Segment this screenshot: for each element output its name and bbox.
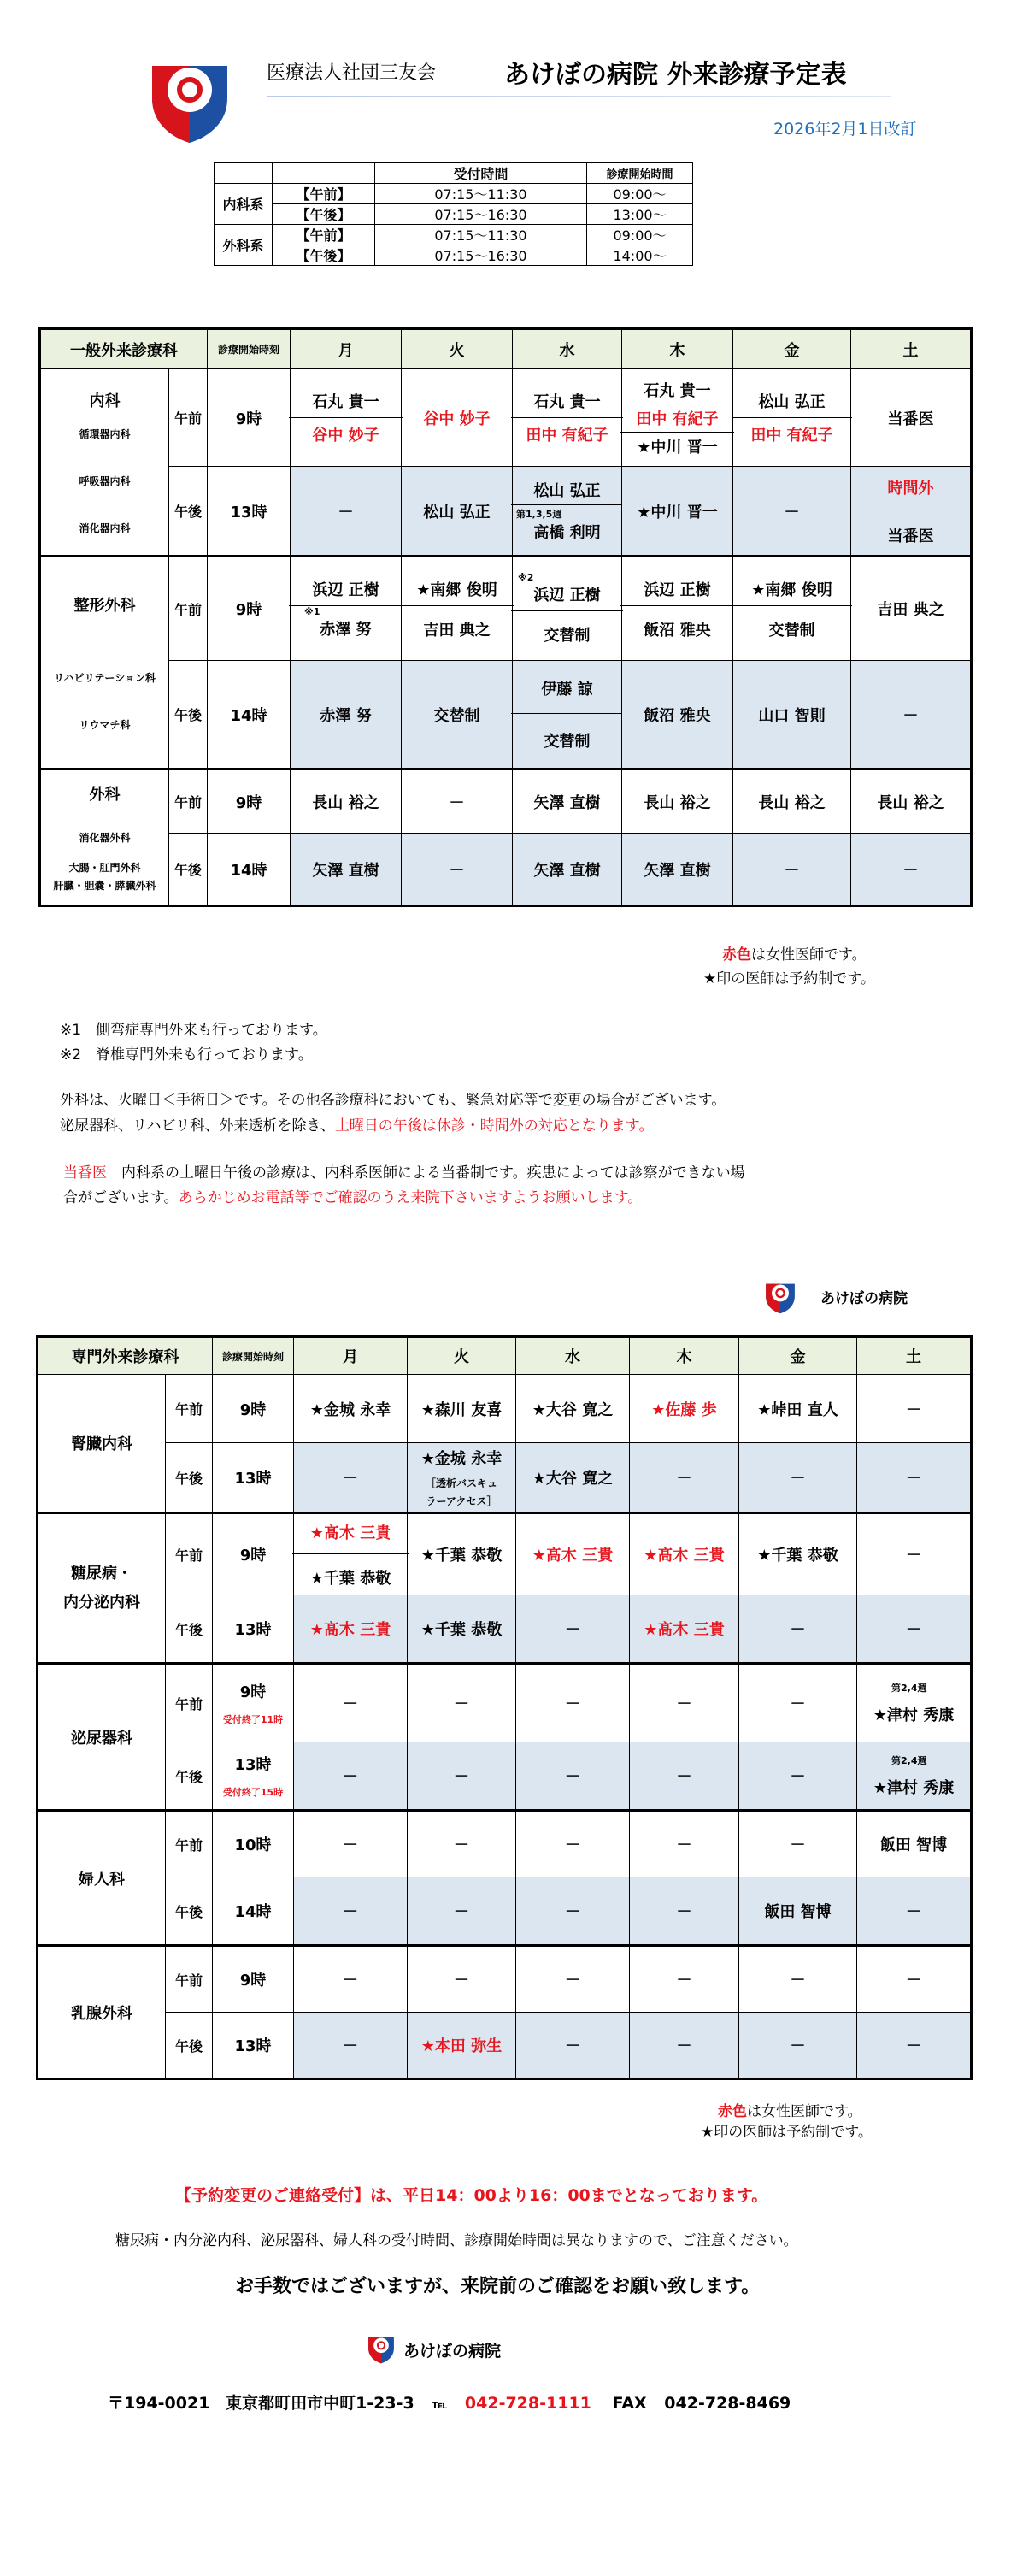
schedule-cell: － (739, 1742, 857, 1811)
schedule-cell: － (739, 1946, 857, 2013)
schedule-cell: 当番医 (851, 369, 972, 467)
dept-surgery: 外科 消化器外科 大腸・肛門外科 肝臓・胆嚢・膵臓外科 (40, 769, 169, 906)
schedule-cell: 吉田 典之 (851, 557, 972, 661)
day-header-thu: 木 (622, 329, 733, 369)
note-2: ※2 脊椎専門外来も行っております。 (60, 1046, 313, 1064)
reception-time: 07:15～16:30 (375, 204, 587, 225)
start-time: 09:00～ (587, 225, 693, 245)
day-header-thu: 木 (630, 1337, 739, 1375)
start-time: 9時 (213, 1513, 294, 1595)
tel-number[interactable]: 042-728-1111 (464, 2394, 591, 2413)
schedule-cell: 第2,4週 ★津村 秀康 (857, 1742, 972, 1811)
start-time-header: 診療開始時刻 (213, 1337, 294, 1375)
schedule-cell: － (857, 1375, 972, 1443)
start-time: 14:00～ (587, 245, 693, 266)
schedule-cell: ★南郷 俊明 交替制 (733, 557, 851, 661)
schedule-cell: 第2,4週 ★津村 秀康 (857, 1664, 972, 1742)
schedule-cell: － (408, 1877, 516, 1946)
pm-label: 午後 (169, 661, 208, 769)
schedule-cell: 石丸 貴一 田中 有紀子 ★中川 晋一 (622, 369, 733, 467)
schedule-cell: 飯田 智博 (857, 1811, 972, 1877)
start-time: 14時 (208, 834, 291, 906)
start-time: 9時 (208, 769, 291, 834)
schedule-cell: － (516, 1946, 630, 2013)
confirm-note: お手数ではございますが、来院前のご確認をお願い致します。 (235, 2276, 761, 2297)
schedule-cell: ★髙木 三貴 (516, 1513, 630, 1595)
schedule-cell: － (857, 1443, 972, 1513)
schedule-cell: 矢澤 直樹 (622, 834, 733, 906)
am-label: 午前 (169, 557, 208, 661)
schedule-cell: 石丸 貴一 田中 有紀子 (513, 369, 622, 467)
schedule-cell: ★本田 弥生 (408, 2013, 516, 2079)
dept-header: 一般外来診療科 (40, 329, 208, 369)
hospital-logo-icon (366, 2331, 397, 2364)
schedule-cell: 伊藤 諒 交替制 (513, 661, 622, 769)
schedule-cell: － (402, 834, 513, 906)
schedule-cell: 飯田 智博 (739, 1877, 857, 1946)
fax-number: 042-728-8469 (664, 2394, 791, 2413)
schedule-cell: － (739, 1595, 857, 1664)
dept-diabetes-endocrinology: 糖尿病・ 内分泌内科 (38, 1513, 166, 1664)
schedule-cell: － (294, 1811, 408, 1877)
day-header-wed: 水 (513, 329, 622, 369)
schedule-cell: － (630, 1742, 739, 1811)
legend-reservation: ★印の医師は予約制です。 (703, 970, 875, 987)
dept-breast-surgery: 乳腺外科 (38, 1946, 166, 2079)
schedule-cell: ★千葉 恭敬 (408, 1513, 516, 1595)
reception-time: 07:15～16:30 (375, 245, 587, 266)
schedule-cell: ★金城 永幸 (294, 1375, 408, 1443)
legend-female: 赤色は女性医師です。 (718, 2103, 862, 2120)
schedule-cell: ※2 浜辺 正樹 交替制 (513, 557, 622, 661)
am-label: 午前 (166, 1664, 213, 1742)
am-label: 午前 (166, 1513, 213, 1595)
start-time: 14時 (208, 661, 291, 769)
schedule-cell: 長山 裕之 (291, 769, 402, 834)
schedule-cell: ★南郷 俊明 吉田 典之 (402, 557, 513, 661)
start-time: 13:00～ (587, 204, 693, 225)
schedule-cell: ★髙木 三貴 (630, 1595, 739, 1664)
schedule-cell: 石丸 貴一 谷中 妙子 (291, 369, 402, 467)
legend-female: 赤色は女性医師です。 (722, 946, 867, 964)
schedule-cell: 山口 智則 (733, 661, 851, 769)
schedule-cell: － (630, 1877, 739, 1946)
schedule-cell: － (516, 1811, 630, 1877)
day-header-fri: 金 (739, 1337, 857, 1375)
start-time: 13時 (208, 467, 291, 557)
schedule-cell: 矢澤 直樹 (513, 834, 622, 906)
schedule-cell: 矢澤 直樹 (291, 834, 402, 906)
start-header: 診療開始時間 (587, 163, 693, 184)
schedule-cell: － (739, 1811, 857, 1877)
dept-name: 外科 (89, 786, 121, 804)
schedule-cell: 時間外 当番医 (851, 467, 972, 557)
start-time: 9時 (213, 1375, 294, 1443)
schedule-cell: － (733, 834, 851, 906)
schedule-cell: － (516, 2013, 630, 2079)
schedule-cell: － (630, 1443, 739, 1513)
pm-label: 午後 (166, 2013, 213, 2079)
start-time: 14時 (213, 1877, 294, 1946)
start-time: 9時 受付終了11時 (213, 1664, 294, 1742)
schedule-cell: － (857, 2013, 972, 2079)
reception-header: 受付時間 (375, 163, 587, 184)
hospital-name-footer: あけぼの病院 (403, 2342, 502, 2361)
schedule-cell: 矢澤 直樹 (513, 769, 622, 834)
schedule-cell: － (516, 1742, 630, 1811)
schedule-cell: － (630, 1811, 739, 1877)
address: 東京都町田市中町1-23-3 (226, 2394, 414, 2413)
schedule-cell: 松山 弘正 第1,3,5週 高橋 利明 (513, 467, 622, 557)
am-label: 午前 (169, 769, 208, 834)
day-header-tue: 火 (408, 1337, 516, 1375)
schedule-cell: － (857, 1595, 972, 1664)
schedule-cell: 長山 裕之 (622, 769, 733, 834)
schedule-cell: － (516, 1877, 630, 1946)
schedule-cell: 長山 裕之 (733, 769, 851, 834)
schedule-cell: － (408, 1664, 516, 1742)
schedule-cell: － (739, 2013, 857, 2079)
day-header-wed: 水 (516, 1337, 630, 1375)
start-time: 10時 (213, 1811, 294, 1877)
period-label: 【午前】 (273, 184, 375, 204)
day-header-fri: 金 (733, 329, 851, 369)
schedule-cell: － (630, 2013, 739, 2079)
schedule-cell: － (630, 1946, 739, 2013)
note-saturday: 泌尿器科、リハビリ科、外来透析を除き、土曜日の午後は休診・時間外の対応となります。 (60, 1117, 654, 1135)
start-time: 9時 (208, 369, 291, 467)
dept-gynecology: 婦人科 (38, 1811, 166, 1946)
period-label: 【午後】 (273, 245, 375, 266)
schedule-cell: ★佐藤 歩 (630, 1375, 739, 1443)
schedule-cell: ★千葉 恭敬 (739, 1513, 857, 1595)
schedule-cell: ★髙木 三貴 ★千葉 恭敬 (294, 1513, 408, 1595)
dept-internal-medicine: 内科 循環器内科 呼吸器内科 消化器内科 (40, 369, 169, 557)
pm-label: 午後 (166, 1595, 213, 1664)
am-label: 午前 (169, 369, 208, 467)
pm-label: 午後 (166, 1742, 213, 1811)
start-time: 13時 (213, 1595, 294, 1664)
schedule-cell: － (294, 1946, 408, 2013)
schedule-cell: － (733, 467, 851, 557)
start-time: 9時 (213, 1946, 294, 2013)
schedule-cell: 長山 裕之 (851, 769, 972, 834)
period-label: 【午前】 (273, 225, 375, 245)
reception-time-table (214, 162, 693, 266)
title-underline (267, 96, 891, 97)
schedule-cell: ★髙木 三貴 (630, 1513, 739, 1595)
schedule-cell: － (851, 661, 972, 769)
schedule-cell: － (857, 1513, 972, 1595)
schedule-cell: － (294, 1664, 408, 1742)
schedule-cell: － (408, 1946, 516, 2013)
note-surgery: 外科は、火曜日＜手術日＞です。その他各診療科においても、緊急対応等で変更の場合がございます。 (60, 1092, 726, 1109)
schedule-cell: 浜辺 正樹 飯沼 雅央 (622, 557, 733, 661)
schedule-cell: － (857, 1877, 972, 1946)
schedule-cell: 谷中 妙子 (402, 369, 513, 467)
schedule-cell: 交替制 (402, 661, 513, 769)
dept-nephrology: 腎臓内科 (38, 1375, 166, 1513)
am-label: 午前 (166, 1811, 213, 1877)
schedule-cell: － (294, 2013, 408, 2079)
dept-label: 外科系 (215, 225, 273, 266)
start-time: 13時 (213, 2013, 294, 2079)
schedule-cell: ★千葉 恭敬 (408, 1595, 516, 1664)
day-header-sat: 土 (851, 329, 972, 369)
start-time: 13時 受付終了15時 (213, 1742, 294, 1811)
schedule-cell: 松山 弘正 田中 有紀子 (733, 369, 851, 467)
dept-label: 内科系 (215, 184, 273, 225)
corporation-name: 医療法人社団三友会 (267, 62, 437, 84)
page-title: あけぼの病院 外来診療予定表 (504, 60, 847, 90)
schedule-cell: ★大谷 寛之 (516, 1375, 630, 1443)
schedule-cell: － (851, 834, 972, 906)
start-time-header: 診療開始時刻 (208, 329, 291, 369)
schedule-cell: 飯沼 雅央 (622, 661, 733, 769)
schedule-cell: － (408, 1742, 516, 1811)
schedule-cell: － (739, 1664, 857, 1742)
dept-name: 内科 (89, 392, 121, 410)
fax-label: FAX (612, 2394, 647, 2413)
pm-label: 午後 (166, 1443, 213, 1513)
schedule-cell: ★峠田 直人 (739, 1375, 857, 1443)
schedule-cell: － (516, 1595, 630, 1664)
period-label: 【午後】 (273, 204, 375, 225)
hospital-logo-icon (145, 49, 234, 144)
revision-date: 2026年2月1日改訂 (773, 120, 917, 139)
pm-label: 午後 (166, 1877, 213, 1946)
schedule-cell: － (294, 1443, 408, 1513)
schedule-cell: ★金城 永幸 ［透析バスキュ ラーアクセス］ (408, 1443, 516, 1513)
day-header-mon: 月 (294, 1337, 408, 1375)
reception-time: 07:15～11:30 (375, 184, 587, 204)
schedule-cell: － (630, 1664, 739, 1742)
note-1: ※1 側弯症専門外来も行っております。 (60, 1022, 327, 1039)
schedule-cell: 松山 弘正 (402, 467, 513, 557)
pm-label: 午後 (169, 467, 208, 557)
schedule-cell: 浜辺 正樹 ※1 赤澤 努 (291, 557, 402, 661)
schedule-cell: － (408, 1811, 516, 1877)
schedule-cell: － (516, 1664, 630, 1742)
dept-name: 整形外科 (73, 597, 136, 615)
start-time: 09:00～ (587, 184, 693, 204)
caution-note: 糖尿病・内分泌内科、泌尿器科、婦人科の受付時間、診療開始時間は異なりますので、ご注意ください。 (115, 2232, 798, 2249)
hospital-logo-icon (763, 1277, 797, 1314)
dept-orthopedics: 整形外科 リハビリテーション科 リウマチ科 (40, 557, 169, 769)
am-label: 午前 (166, 1375, 213, 1443)
hospital-name-small: あけぼの病院 (820, 1290, 908, 1307)
schedule-cell: － (739, 1443, 857, 1513)
schedule-cell: ★大谷 寛之 (516, 1443, 630, 1513)
contact-line (108, 2390, 791, 2414)
change-contact-note: 【予約変更のご連絡受付】は、平日14：00より16：00までとなっております。 (175, 2186, 768, 2205)
am-label: 午前 (166, 1946, 213, 2013)
dept-header: 専門外来診療科 (38, 1337, 213, 1375)
schedule-cell: － (294, 1877, 408, 1946)
special-schedule-table (36, 1335, 973, 2080)
note-duty-doctor: 当番医 内科系の土曜日午後の診療は、内科系医師による当番制です。疾患によっては診察ができない場 合がございます。あらかじめお電話等でご確認のうえ来院下さいますようお願いします。 (63, 1164, 745, 1206)
general-schedule-table (38, 327, 973, 907)
dept-urology: 泌尿器科 (38, 1664, 166, 1811)
schedule-cell: ★森川 友喜 (408, 1375, 516, 1443)
day-header-mon: 月 (291, 329, 402, 369)
schedule-cell: ★中川 晋一 (622, 467, 733, 557)
pm-label: 午後 (169, 834, 208, 906)
start-time: 9時 (208, 557, 291, 661)
tel-icon: ℡ (432, 2398, 448, 2412)
day-header-tue: 火 (402, 329, 513, 369)
day-header-sat: 土 (857, 1337, 972, 1375)
start-time: 13時 (213, 1443, 294, 1513)
schedule-cell: － (291, 467, 402, 557)
schedule-cell: － (402, 769, 513, 834)
schedule-cell: 赤澤 努 (291, 661, 402, 769)
reception-time: 07:15～11:30 (375, 225, 587, 245)
zip-code: 〒194-0021 (108, 2394, 210, 2413)
legend-reservation: ★印の医師は予約制です。 (701, 2124, 873, 2141)
schedule-cell: － (857, 1946, 972, 2013)
schedule-cell: ★髙木 三貴 (294, 1595, 408, 1664)
schedule-cell: － (294, 1742, 408, 1811)
